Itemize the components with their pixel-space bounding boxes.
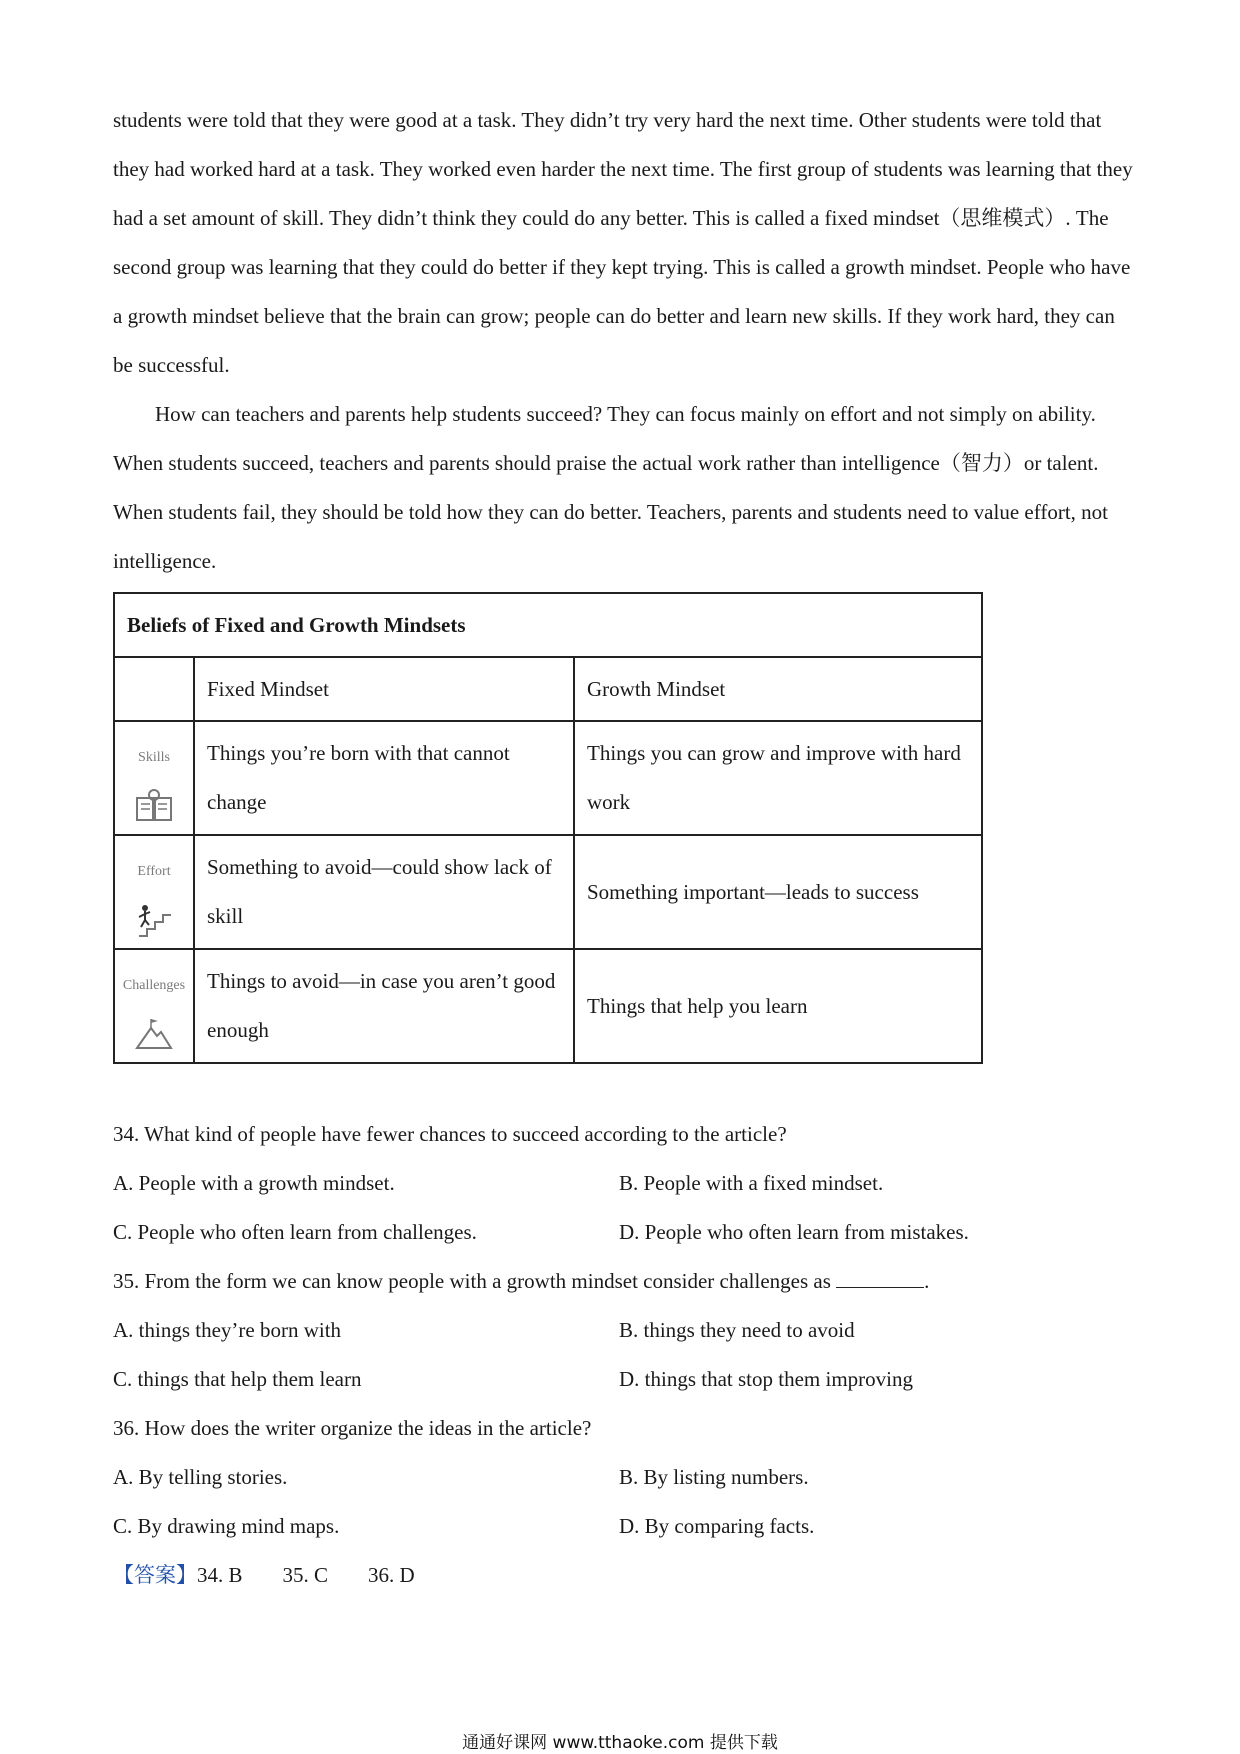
- answer-35: 35. C: [282, 1563, 329, 1587]
- header-fixed-mindset: Fixed Mindset: [194, 657, 574, 721]
- questions-section: [113, 1110, 1133, 1600]
- table-title: Beliefs of Fixed and Growth Mindsets: [114, 593, 982, 657]
- table-row: [114, 949, 982, 1063]
- skills-fixed-cell: Things you’re born with that cannot change: [194, 721, 574, 835]
- options-row: [113, 1355, 1133, 1404]
- question-35-end: .: [924, 1269, 930, 1293]
- answer-key: [113, 1551, 1133, 1600]
- options-row: [113, 1159, 1133, 1208]
- q34-option-b: B. People with a fixed mindset.: [619, 1171, 884, 1195]
- header-growth-mindset: Growth Mindset: [574, 657, 982, 721]
- challenges-growth-cell: Things that help you learn: [574, 949, 982, 1063]
- skills-growth-cell: Things you can grow and improve with hard work: [574, 721, 982, 835]
- row-icon-cell: [114, 949, 194, 1063]
- options-row: [113, 1306, 1133, 1355]
- q34-option-c: C. People who often learn from challenges.: [113, 1220, 477, 1244]
- answer-36: 36. D: [368, 1563, 415, 1587]
- answer-34: 34. B: [197, 1563, 243, 1587]
- article-paragraph-1: students were told that they were good at a task. They didn’t try very hard the next time. Other students were told that they had worked hard at a task. They worked even harder the next time. The first group of students was learning that they had a set amount of skill. They didn’t think they could do any better. This is called a fixed mindset（思维模式）. The second group was learning that they could do better if they kept trying. This is called a growth mindset. People who have a growth mindset believe that the brain can grow; people can do better and learn new skills. If they work hard, they can be successful.: [113, 108, 1133, 377]
- q34-option-d: D. People who often learn from mistakes.: [619, 1220, 969, 1244]
- options-row: [113, 1453, 1133, 1502]
- mountain-flag-icon: [133, 1016, 175, 1052]
- skills-label: Skills: [138, 749, 170, 765]
- challenges-label: Challenges: [122, 977, 186, 993]
- row-icon-cell: [114, 721, 194, 835]
- q36-option-a: A. By telling stories.: [113, 1465, 288, 1489]
- climbing-stairs-icon: [133, 902, 175, 938]
- answer-tag: 【答案】: [113, 1563, 197, 1587]
- q35-option-c: C. things that help them learn: [113, 1367, 362, 1391]
- question-34: 34. What kind of people have fewer chances to succeed according to the article?: [113, 1122, 787, 1146]
- book-lightbulb-icon: [133, 788, 175, 824]
- table-row: [114, 835, 982, 949]
- question-35: [113, 1257, 1133, 1306]
- options-row: [113, 1502, 1133, 1551]
- q35-option-a: A. things they’re born with: [113, 1318, 342, 1342]
- challenges-fixed-cell: Things to avoid—in case you aren’t good enough: [194, 949, 574, 1063]
- effort-fixed-cell: Something to avoid—could show lack of skill: [194, 835, 574, 949]
- effort-label: Effort: [137, 863, 171, 879]
- table-corner-cell: [114, 657, 194, 721]
- q36-option-d: D. By comparing facts.: [619, 1514, 815, 1538]
- mindset-table: [113, 592, 983, 1064]
- answer-blank: [836, 1269, 924, 1288]
- q36-option-c: C. By drawing mind maps.: [113, 1514, 340, 1538]
- table-row: [114, 721, 982, 835]
- question-36: 36. How does the writer organize the ideas in the article?: [113, 1416, 592, 1440]
- q34-option-a: A. People with a growth mindset.: [113, 1171, 395, 1195]
- q35-option-b: B. things they need to avoid: [619, 1318, 855, 1342]
- options-row: [113, 1208, 1133, 1257]
- q36-option-b: B. By listing numbers.: [619, 1465, 809, 1489]
- footer-watermark: 通通好课网 www.tthaoke.com 提供下载: [462, 1733, 778, 1753]
- article-paragraph-2: How can teachers and parents help students succeed? They can focus mainly on effort and not simply on ability. When students succeed, teachers and parents should praise the actual work rather than intelligence（智力）or talent. When students fail, they should be told how they can do better. Teachers, parents and students need to value effort, not intelligence.: [113, 402, 1108, 573]
- q35-option-d: D. things that stop them improving: [619, 1367, 913, 1391]
- question-35-stem: 35. From the form we can know people with a growth mindset consider challenges as: [113, 1269, 831, 1293]
- effort-growth-cell: Something important—leads to success: [574, 835, 982, 949]
- document-page: [113, 96, 1133, 1600]
- row-icon-cell: [114, 835, 194, 949]
